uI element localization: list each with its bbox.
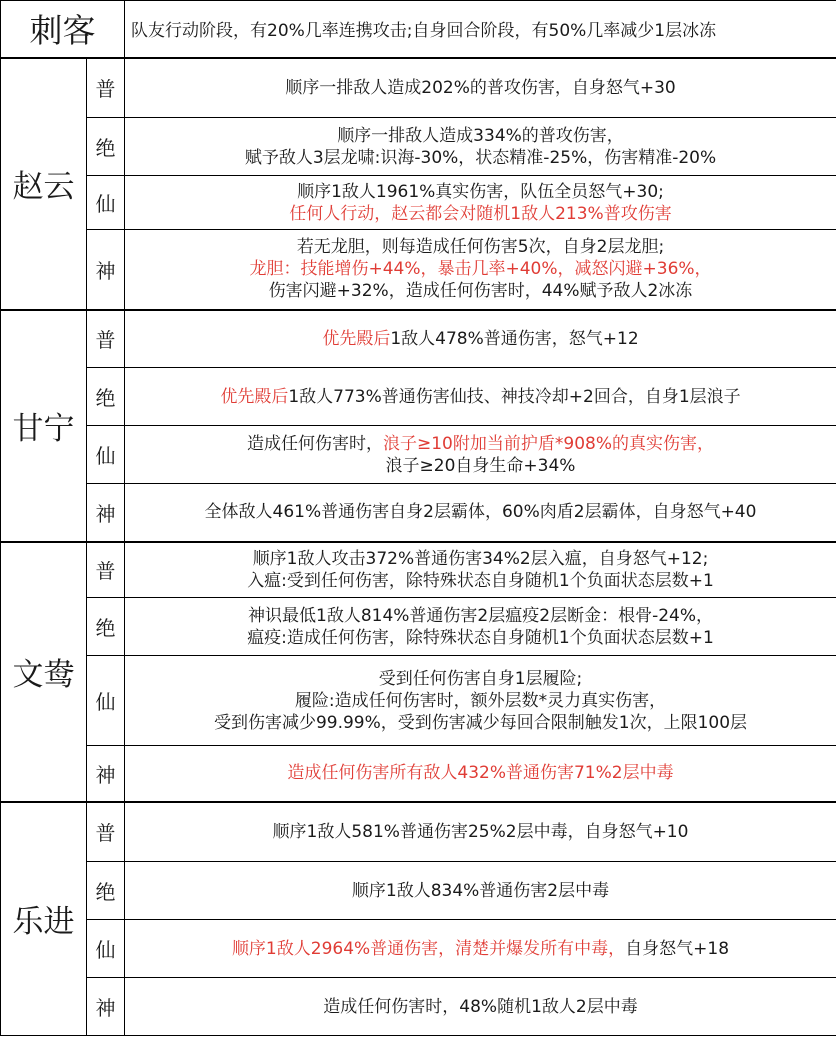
hero-name: 甘宁 <box>1 310 87 542</box>
description-text: 顺序1敌人834%普通伤害2层中毒 <box>351 880 610 901</box>
description-line <box>125 605 836 627</box>
skill-tier-tier-pu: 普 <box>87 542 125 598</box>
skill-description <box>125 656 836 746</box>
description-line <box>125 77 836 99</box>
skill-row <box>1 920 836 978</box>
description-line <box>125 668 836 690</box>
description-text: 神识最低1敌人814%普通伤害2层瘟疫2层断金：根骨-24%， <box>248 605 713 626</box>
skill-row <box>1 978 836 1036</box>
skill-tier-tier-xian: 仙 <box>87 656 125 746</box>
skill-description <box>125 920 836 978</box>
description-text: 赋予敌人3层龙啸:识海-30%，状态精准-25%，伤害精准-20% <box>244 147 717 168</box>
highlight-text: 龙胆：技能增伤+44%，暴击几率+40%，减怒闪避+36%， <box>249 259 712 280</box>
description-text: 造成任何伤害时， <box>247 433 383 454</box>
hero-name: 赵云 <box>1 58 87 310</box>
highlight-text: 造成任何伤害所有敌人432%普通伤害71%2层中毒 <box>287 763 674 784</box>
highlight-text: 浪子≥10附加当前护盾*908%的真实伤害， <box>383 433 714 454</box>
description-line <box>125 258 836 280</box>
skill-description <box>125 862 836 920</box>
skill-tier-tier-xian: 仙 <box>87 426 125 484</box>
skill-tier-tier-shen: 神 <box>87 978 125 1036</box>
description-text: 顺序1敌人1961%真实伤害，队伍全员怒气+30; <box>297 181 664 202</box>
skill-tier-tier-pu: 普 <box>87 310 125 368</box>
skill-description <box>125 598 836 656</box>
skill-row <box>1 542 836 598</box>
description-line <box>125 328 836 350</box>
skill-tier-tier-xian: 仙 <box>87 176 125 230</box>
description-line <box>125 203 836 225</box>
skill-tier-tier-jue: 绝 <box>87 118 125 176</box>
skill-row <box>1 368 836 426</box>
skill-row <box>1 746 836 802</box>
description-text: 受到任何伤害自身1层履险; <box>378 668 583 689</box>
skill-description <box>125 230 836 310</box>
description-text: 全体敌人461%普通伤害自身2层霸体，60%肉盾2层霸体，自身怒气+40 <box>204 502 757 523</box>
description-line <box>125 236 836 258</box>
description-text: 入瘟:受到任何伤害，除特殊状态自身随机1个负面状态层数+1 <box>247 570 714 591</box>
description-line <box>125 147 836 169</box>
description-line <box>125 570 836 592</box>
description-line <box>125 762 836 784</box>
skill-row <box>1 310 836 368</box>
skill-tier-tier-jue: 绝 <box>87 368 125 426</box>
description-text: 顺序一排敌人造成334%的普攻伤害， <box>337 125 624 146</box>
skill-description <box>125 542 836 598</box>
skill-tier-tier-shen: 神 <box>87 230 125 310</box>
skill-row <box>1 802 836 862</box>
skill-tier-tier-shen: 神 <box>87 746 125 802</box>
highlight-text: 任何人行动，赵云都会对随机1敌人213%普攻伤害 <box>289 203 672 224</box>
skill-tier-tier-shen: 神 <box>87 484 125 542</box>
skill-tier-tier-xian: 仙 <box>87 920 125 978</box>
skill-description <box>125 426 836 484</box>
description-text: 履险:造成任何伤害时，额外层数*灵力真实伤害， <box>294 690 667 711</box>
description-line <box>125 455 836 477</box>
description-text: 瘟疫:造成任何伤害，除特殊状态自身随机1个负面状态层数+1 <box>247 627 714 648</box>
hero-name: 文鸯 <box>1 542 87 802</box>
skill-tier-tier-pu: 普 <box>87 802 125 862</box>
skill-row <box>1 176 836 230</box>
description-text: 造成任何伤害时，48%随机1敌人2层中毒 <box>323 996 638 1017</box>
skill-row <box>1 118 836 176</box>
skill-description <box>125 58 836 118</box>
description-line <box>125 548 836 570</box>
description-text: 1敌人773%普通伤害仙技、神技冷却+2回合，自身1层浪子 <box>288 386 741 407</box>
description-text: 若无龙胆，则每造成任何伤害5次，自身2层龙胆; <box>296 237 665 258</box>
highlight-text: 优先殿后 <box>322 328 391 349</box>
skill-description <box>125 176 836 230</box>
description-line <box>125 627 836 649</box>
description-text: 受到伤害减少99.99%，受到伤害减少每回合限制触发1次，上限100层 <box>213 712 748 733</box>
skill-row <box>1 598 836 656</box>
description-line <box>125 712 836 734</box>
header-row <box>1 1 836 58</box>
class-passive: 队友行动阶段，有20%几率连携攻击;自身回合阶段，有50%几率减少1层冰冻 <box>125 1 836 58</box>
description-text: 顺序1敌人攻击372%普通伤害34%2层入瘟，自身怒气+12; <box>252 548 709 569</box>
skill-row <box>1 426 836 484</box>
description-line <box>125 938 836 960</box>
skill-description <box>125 368 836 426</box>
description-text: 伤害闪避+32%，造成任何伤害时，44%赋予敌人2冰冻 <box>268 281 693 302</box>
skill-row <box>1 230 836 310</box>
description-line <box>125 181 836 203</box>
description-line <box>125 501 836 523</box>
skill-description <box>125 746 836 802</box>
highlight-text: 优先殿后 <box>220 386 289 407</box>
skill-row <box>1 58 836 118</box>
description-text: 顺序一排敌人造成202%的普攻伤害，自身怒气+30 <box>285 77 676 98</box>
highlight-text: 顺序1敌人2964%普通伤害，清楚并爆发所有中毒， <box>231 938 626 959</box>
description-line <box>125 880 836 902</box>
skill-description <box>125 310 836 368</box>
description-line <box>125 996 836 1018</box>
skill-description <box>125 978 836 1036</box>
skill-tier-tier-pu: 普 <box>87 58 125 118</box>
description-line <box>125 821 836 843</box>
skill-tier-tier-jue: 绝 <box>87 862 125 920</box>
description-line <box>125 433 836 455</box>
description-line <box>125 690 836 712</box>
description-line <box>125 280 836 302</box>
description-text: 自身怒气+18 <box>625 938 730 959</box>
skill-description <box>125 118 836 176</box>
description-line <box>125 386 836 408</box>
skill-description <box>125 802 836 862</box>
description-text: 顺序1敌人581%普通伤害25%2层中毒，自身怒气+10 <box>272 821 689 842</box>
hero-name: 乐进 <box>1 802 87 1036</box>
skill-tier-tier-jue: 绝 <box>87 598 125 656</box>
description-text: 浪子≥20自身生命+34% <box>385 455 576 476</box>
skill-row <box>1 656 836 746</box>
skill-description <box>125 484 836 542</box>
description-text: 1敌人478%普通伤害，怒气+12 <box>390 328 639 349</box>
skill-row <box>1 484 836 542</box>
skill-row <box>1 862 836 920</box>
description-line <box>125 125 836 147</box>
class-name: 刺客 <box>1 1 125 58</box>
